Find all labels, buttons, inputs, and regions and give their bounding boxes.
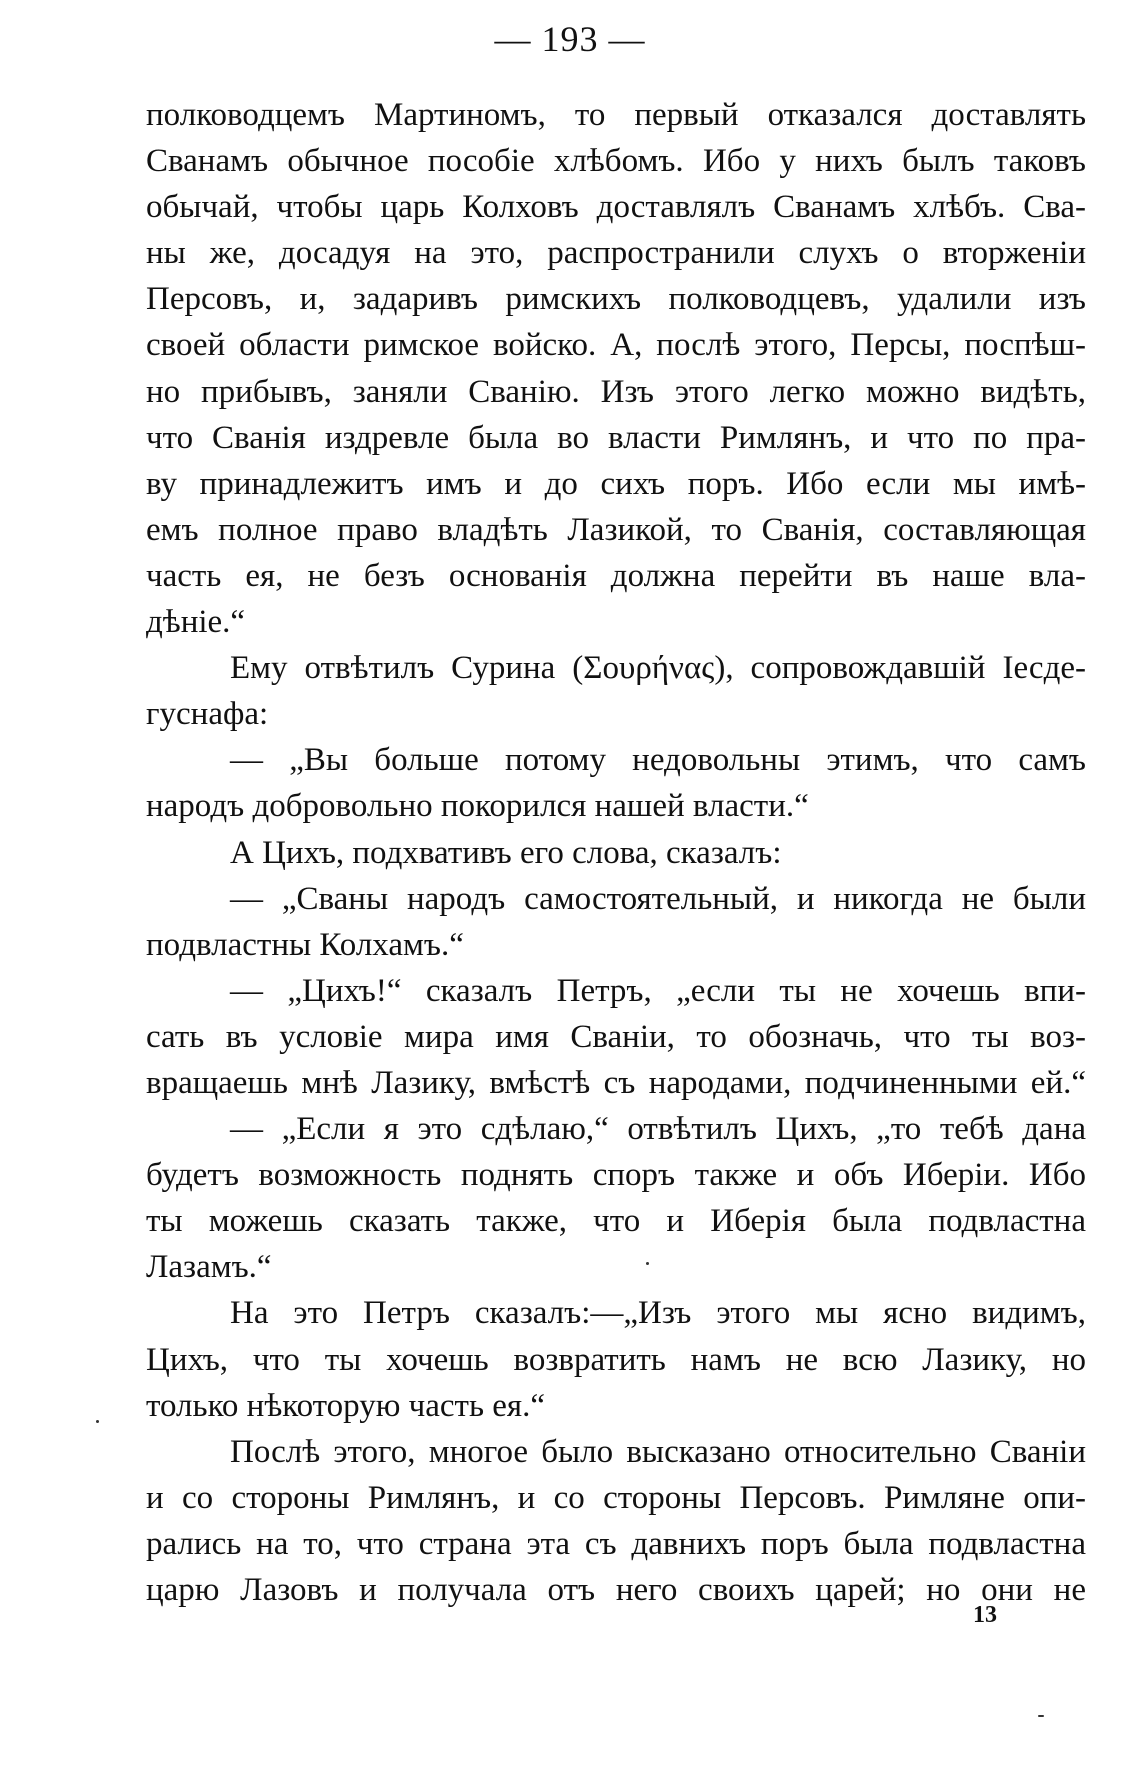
print-speck	[1038, 1715, 1044, 1717]
text-line: — „Вы больше потому недовольны этимъ, что самъ	[230, 742, 1086, 779]
text-line: вращаешь мнѣ Лазику, вмѣстѣ съ народами, подчиненными ей.“	[146, 1064, 1086, 1101]
text-line: что Сванія издревле была во власти Римлянъ, и что по пра-	[146, 419, 1086, 456]
text-line: Цихъ, что ты хочешь возвратить намъ не всю Лазику, но	[146, 1341, 1086, 1378]
text-line: Сванамъ обычное пособіе хлѣбомъ. Ибо у нихъ былъ таковъ	[146, 143, 1086, 180]
text-line: Послѣ этого, многое было высказано относительно Сваніи	[230, 1433, 1086, 1470]
page-number: — 193 —	[494, 19, 646, 59]
text-line: часть ея, не безъ основанія должна перейти въ наше вла-	[146, 557, 1086, 594]
text-line: На это Петръ сказалъ:—„Изъ этого мы ясно видимъ,	[230, 1295, 1086, 1332]
print-speck	[96, 1420, 99, 1423]
text-line: Персовъ, и, задаривъ римскихъ полководцевъ, удалили изъ	[146, 281, 1086, 318]
text-line: емъ полное право владѣть Лазикой, то Сванія, составляющая	[146, 511, 1086, 548]
text-line: но прибывъ, заняли Сванію. Изъ этого легко можно видѣть,	[146, 373, 1086, 410]
text-line: ву принадлежитъ имъ и до сихъ поръ. Ибо если мы имѣ-	[146, 465, 1086, 502]
text-line: гуснафа:	[146, 696, 269, 733]
text-line: обычай, чтобы царь Колховъ доставлялъ Сванамъ хлѣбъ. Сва-	[146, 189, 1086, 226]
text-line: — „Сваны народъ самостоятельный, и никогда не были	[230, 880, 1086, 917]
text-line: Лазамъ.“	[146, 1249, 272, 1286]
text-line: А Цихъ, подхвативъ его слова, сказалъ:	[230, 834, 782, 871]
text-line: подвластны Колхамъ.“	[146, 926, 464, 963]
text-line: народъ добровольно покорился нашей власти.“	[146, 788, 809, 825]
text-line: только нѣкоторую часть ея.“	[146, 1387, 545, 1424]
text-line: и со стороны Римлянъ, и со стороны Персовъ. Римляне опи-	[146, 1479, 1086, 1516]
text-line: ты можешь сказать также, что и Иберія была подвластна	[146, 1203, 1086, 1240]
text-line: рались на то, что страна эта съ давнихъ поръ была подвластна	[146, 1525, 1086, 1562]
print-speck	[646, 1262, 649, 1265]
text-line: полководцемъ Мартиномъ, то первый отказался доставлять	[146, 97, 1086, 133]
text-line: царю Лазовъ и получала отъ него своихъ царей; но они не	[146, 1572, 1086, 1608]
body-text	[146, 92, 1086, 1613]
signature-mark: 13	[973, 1602, 997, 1628]
text-line: Ему отвѣтилъ Сурина (Σουρήνας), сопровождавшій Іесде-	[230, 650, 1086, 687]
text-line: своей области римское войско. А, послѣ этого, Персы, поспѣш-	[146, 327, 1086, 364]
text-line: — „Цихъ!“ сказалъ Петръ, „если ты не хочешь впи-	[230, 972, 1086, 1009]
text-line: сать въ условіе мира имя Сваніи, то обозначь, что ты воз-	[146, 1018, 1086, 1055]
text-line: — „Если я это сдѣлаю,“ отвѣтилъ Цихъ, „то тебѣ дана	[230, 1111, 1086, 1148]
text-line: будетъ возможность поднять споръ также и объ Иберіи. Ибо	[146, 1157, 1086, 1194]
text-line: дѣніе.“	[146, 604, 246, 641]
text-line: ны же, досадуя на это, распространили слухъ о вторженіи	[146, 235, 1086, 272]
